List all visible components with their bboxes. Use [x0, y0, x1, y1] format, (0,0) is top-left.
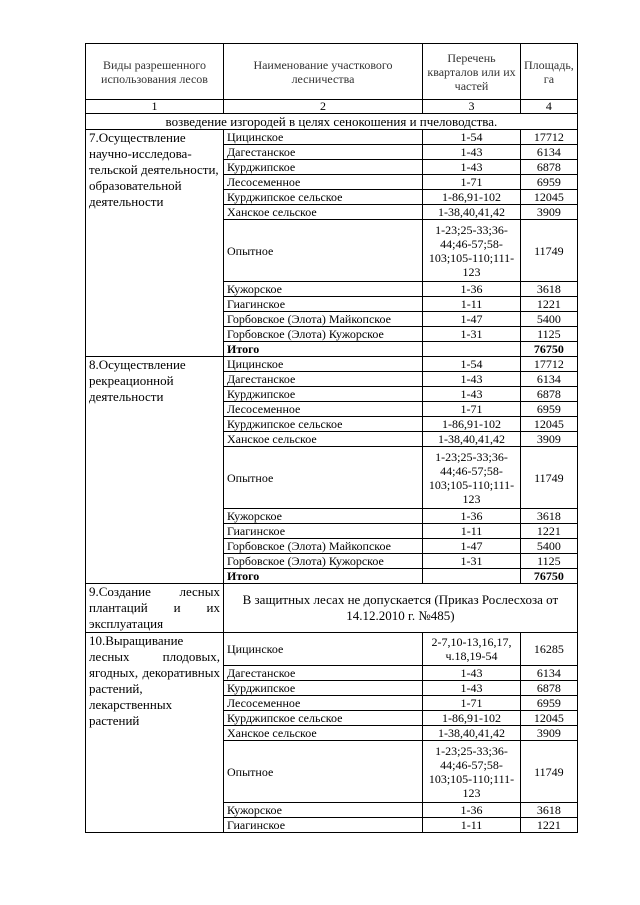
- quarters-cell: 1-43: [423, 160, 521, 175]
- column-number: 1: [86, 100, 224, 114]
- area-cell: 3909: [521, 205, 578, 220]
- quarters-cell: 1-38,40,41,42: [423, 726, 521, 741]
- table-row: [86, 357, 578, 372]
- forestry-name-cell: Цицинское: [224, 130, 423, 145]
- area-cell: 17712: [521, 357, 578, 372]
- forestry-name-cell: Опытное: [224, 447, 423, 509]
- forestry-name-cell: Гиагинское: [224, 297, 423, 312]
- area-cell: 11749: [521, 741, 578, 803]
- column-number: 2: [224, 100, 423, 114]
- header-forestry-name: Наименование участкового лесничества: [224, 44, 423, 100]
- forestry-name-cell: Ханское сельское: [224, 432, 423, 447]
- use-type-cell: 9.Создание лесных плантаций и их эксплуатация: [86, 584, 224, 633]
- area-cell: 3909: [521, 432, 578, 447]
- continuation-text: возведение изгородей в целях сенокошения и пчеловодства.: [86, 114, 578, 130]
- forestry-name-cell: Ханское сельское: [224, 205, 423, 220]
- forestry-name-cell: Цицинское: [224, 633, 423, 666]
- area-cell: 6134: [521, 372, 578, 387]
- area-cell: 3909: [521, 726, 578, 741]
- area-cell: 6878: [521, 387, 578, 402]
- forestry-name-cell: Гиагинское: [224, 524, 423, 539]
- quarters-cell: 1-11: [423, 524, 521, 539]
- forestry-name-cell: Курджипское: [224, 681, 423, 696]
- quarters-cell: 1-86,91-102: [423, 190, 521, 205]
- forestry-name-cell: Кужорское: [224, 803, 423, 818]
- quarters-cell: 1-36: [423, 282, 521, 297]
- forestry-name-cell: Дагестанское: [224, 145, 423, 160]
- area-cell: 6878: [521, 681, 578, 696]
- area-cell: 6959: [521, 696, 578, 711]
- header-quarters: Перечень кварталов или их частей: [423, 44, 521, 100]
- area-cell: 3618: [521, 509, 578, 524]
- quarters-cell: 1-71: [423, 175, 521, 190]
- forestry-name-cell: Лесосеменное: [224, 402, 423, 417]
- quarters-cell: 1-43: [423, 387, 521, 402]
- quarters-cell: 1-43: [423, 372, 521, 387]
- area-cell: 12045: [521, 711, 578, 726]
- forestry-name-cell: Горбовское (Элота) Майкопское: [224, 539, 423, 554]
- area-cell: 6878: [521, 160, 578, 175]
- quarters-cell: 2-7,10-13,16,17, ч.18,19-54: [423, 633, 521, 666]
- empty-cell: [423, 342, 521, 357]
- quarters-cell: 1-86,91-102: [423, 417, 521, 432]
- area-cell: 6134: [521, 145, 578, 160]
- area-cell: 3618: [521, 803, 578, 818]
- area-cell: 3618: [521, 282, 578, 297]
- use-type-cell: 7.Осуществление научно-исследова-тельской деятельности, образовательной деятельности: [86, 130, 224, 357]
- header-use-type: Виды разрешенного использования лесов: [86, 44, 224, 100]
- use-type-cell: 10.Выращивание лесных плодовых, ягодных, декоративных растений, лекарственных растений: [86, 633, 224, 833]
- forest-use-table: [85, 43, 578, 833]
- total-area: 76750: [521, 342, 578, 357]
- table-row: [86, 130, 578, 145]
- forestry-name-cell: Курджипское сельское: [224, 417, 423, 432]
- forestry-name-cell: Курджипское: [224, 387, 423, 402]
- forestry-name-cell: Опытное: [224, 220, 423, 282]
- forestry-name-cell: Цицинское: [224, 357, 423, 372]
- quarters-cell: 1-23;25-33;36-44;46-57;58-103;105-110;111-123: [423, 741, 521, 803]
- quarters-cell: 1-38,40,41,42: [423, 205, 521, 220]
- empty-cell: [423, 569, 521, 584]
- quarters-cell: 1-71: [423, 402, 521, 417]
- forestry-name-cell: Ханское сельское: [224, 726, 423, 741]
- quarters-cell: 1-54: [423, 357, 521, 372]
- forestry-name-cell: Курджипское: [224, 160, 423, 175]
- area-cell: 1125: [521, 554, 578, 569]
- forestry-name-cell: Лесосеменное: [224, 696, 423, 711]
- forestry-name-cell: Горбовское (Элота) Майкопское: [224, 312, 423, 327]
- quarters-cell: 1-23;25-33;36-44;46-57;58-103;105-110;111-123: [423, 447, 521, 509]
- area-cell: 6959: [521, 402, 578, 417]
- column-number: 3: [423, 100, 521, 114]
- use-type-cell: 8.Осуществление рекреационной деятельности: [86, 357, 224, 584]
- forestry-name-cell: Опытное: [224, 741, 423, 803]
- forestry-name-cell: Кужорское: [224, 282, 423, 297]
- continuation-row: [86, 114, 578, 130]
- quarters-cell: 1-71: [423, 696, 521, 711]
- total-label: Итого: [224, 569, 423, 584]
- area-cell: 1221: [521, 818, 578, 833]
- quarters-cell: 1-36: [423, 803, 521, 818]
- area-cell: 5400: [521, 312, 578, 327]
- area-cell: 12045: [521, 190, 578, 205]
- total-area: 76750: [521, 569, 578, 584]
- header-row: [86, 44, 578, 100]
- quarters-cell: 1-54: [423, 130, 521, 145]
- area-cell: 5400: [521, 539, 578, 554]
- table-row: [86, 584, 578, 633]
- area-cell: 6959: [521, 175, 578, 190]
- area-cell: 12045: [521, 417, 578, 432]
- quarters-cell: 1-43: [423, 666, 521, 681]
- table-row: [86, 633, 578, 666]
- area-cell: 17712: [521, 130, 578, 145]
- quarters-cell: 1-11: [423, 297, 521, 312]
- quarters-cell: 1-23;25-33;36-44;46-57;58-103;105-110;111-123: [423, 220, 521, 282]
- area-cell: 6134: [521, 666, 578, 681]
- area-cell: 16285: [521, 633, 578, 666]
- quarters-cell: 1-31: [423, 554, 521, 569]
- area-cell: 1221: [521, 297, 578, 312]
- quarters-cell: 1-38,40,41,42: [423, 432, 521, 447]
- area-cell: 11749: [521, 447, 578, 509]
- column-number-row: [86, 100, 578, 114]
- forestry-name-cell: Кужорское: [224, 509, 423, 524]
- forestry-name-cell: Дагестанское: [224, 666, 423, 681]
- quarters-cell: 1-31: [423, 327, 521, 342]
- header-area: Площадь, га: [521, 44, 578, 100]
- quarters-cell: 1-47: [423, 539, 521, 554]
- forestry-name-cell: Горбовское (Элота) Кужорское: [224, 554, 423, 569]
- forestry-name-cell: Курджипское сельское: [224, 711, 423, 726]
- area-cell: 1125: [521, 327, 578, 342]
- quarters-cell: 1-43: [423, 145, 521, 160]
- forestry-name-cell: Курджипское сельское: [224, 190, 423, 205]
- area-cell: 1221: [521, 524, 578, 539]
- quarters-cell: 1-11: [423, 818, 521, 833]
- quarters-cell: 1-47: [423, 312, 521, 327]
- forestry-name-cell: Лесосеменное: [224, 175, 423, 190]
- quarters-cell: 1-36: [423, 509, 521, 524]
- quarters-cell: 1-43: [423, 681, 521, 696]
- total-label: Итого: [224, 342, 423, 357]
- column-number: 4: [521, 100, 578, 114]
- forestry-name-cell: Горбовское (Элота) Кужорское: [224, 327, 423, 342]
- area-cell: 11749: [521, 220, 578, 282]
- forestry-name-cell: Гиагинское: [224, 818, 423, 833]
- restriction-note: В защитных лесах не допускается (Приказ Рослесхоза от 14.12.2010 г. №485): [224, 584, 578, 633]
- quarters-cell: 1-86,91-102: [423, 711, 521, 726]
- forestry-name-cell: Дагестанское: [224, 372, 423, 387]
